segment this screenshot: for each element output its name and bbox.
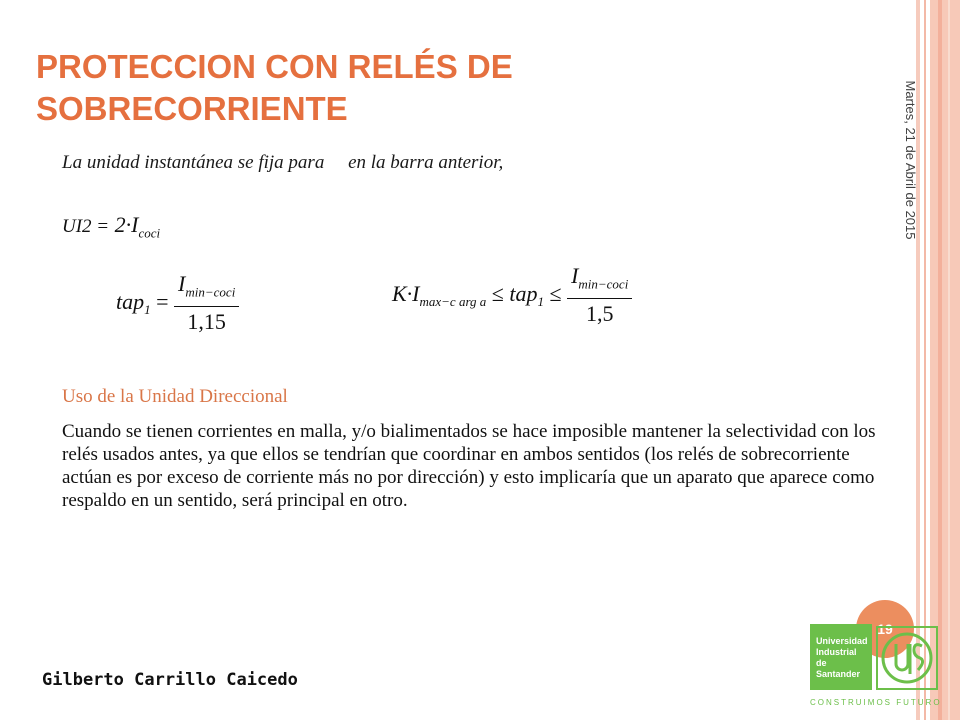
title-line-1: PROTECCION CON RELÉS DE — [36, 48, 513, 85]
tap-subscript-2: 1 — [537, 294, 544, 310]
fraction-denominator: 1,15 — [187, 309, 226, 335]
decorative-stripes — [916, 0, 960, 720]
uis-logo — [810, 624, 944, 714]
logo-line-1: Universidad — [816, 636, 868, 646]
logo-mark-icon — [876, 626, 938, 690]
inequality-fraction — [567, 262, 632, 329]
logo-line-3: Santander — [816, 669, 861, 679]
equals-sign: = — [156, 288, 169, 314]
intro-text: La unidad instantánea se fija para en la barra anterior, — [62, 152, 504, 173]
tap-fraction — [174, 270, 239, 337]
page-number-badge: 19 — [856, 600, 914, 658]
fraction-denominator-2: 1,5 — [585, 301, 614, 327]
date-text: Martes, 21 de Abril de 2015 — [903, 80, 918, 240]
ui2-equation — [62, 212, 160, 241]
le-sign-1: ≤ — [491, 280, 504, 306]
tap-inequality — [392, 262, 632, 329]
section-subtitle: Uso de la Unidad Direccional — [62, 386, 288, 407]
k-imax-term: K·I — [392, 280, 420, 306]
logo-box — [810, 624, 872, 690]
le-sign-2: ≤ — [549, 280, 562, 306]
tap-equation — [116, 270, 239, 337]
logo-line-2: Industrial de — [816, 647, 857, 668]
k-imax-subscript: max−c arg a — [419, 294, 487, 310]
body-paragraph: Cuando se tienen corrientes en malla, y/o bialimentados se hace imposible mantener la selectividad con los relés usados antes, ya que ellos se tendrían que coordinar en ambos sentidos (los relés de sobrecorriente actúan es por exceso de corriente más no por dirección) y esto implicaría que un aparato que aparece como respaldo en un sentido, será principal en otro. — [62, 421, 876, 511]
numerator-subscript-2: min−coci — [578, 276, 629, 292]
fraction-numerator: I — [178, 271, 186, 296]
author-name: Gilberto Carrillo Caicedo — [42, 670, 298, 690]
slide-title — [36, 46, 856, 130]
tap-symbol-2: tap — [509, 280, 538, 306]
tap-symbol: tap — [116, 288, 145, 314]
slide-date — [872, 80, 918, 240]
fraction-numerator-2: I — [571, 263, 579, 288]
logo-motto: CONSTRUIMOS FUTURO — [810, 698, 942, 707]
ui2-expression: 2·I — [114, 212, 139, 237]
ui2-subscript: coci — [138, 225, 161, 241]
title-line-2: SOBRECORRIENTE — [36, 90, 348, 127]
tap-subscript: 1 — [144, 302, 151, 318]
ui2-label: UI2 = — [62, 216, 110, 237]
numerator-subscript: min−coci — [185, 284, 236, 300]
